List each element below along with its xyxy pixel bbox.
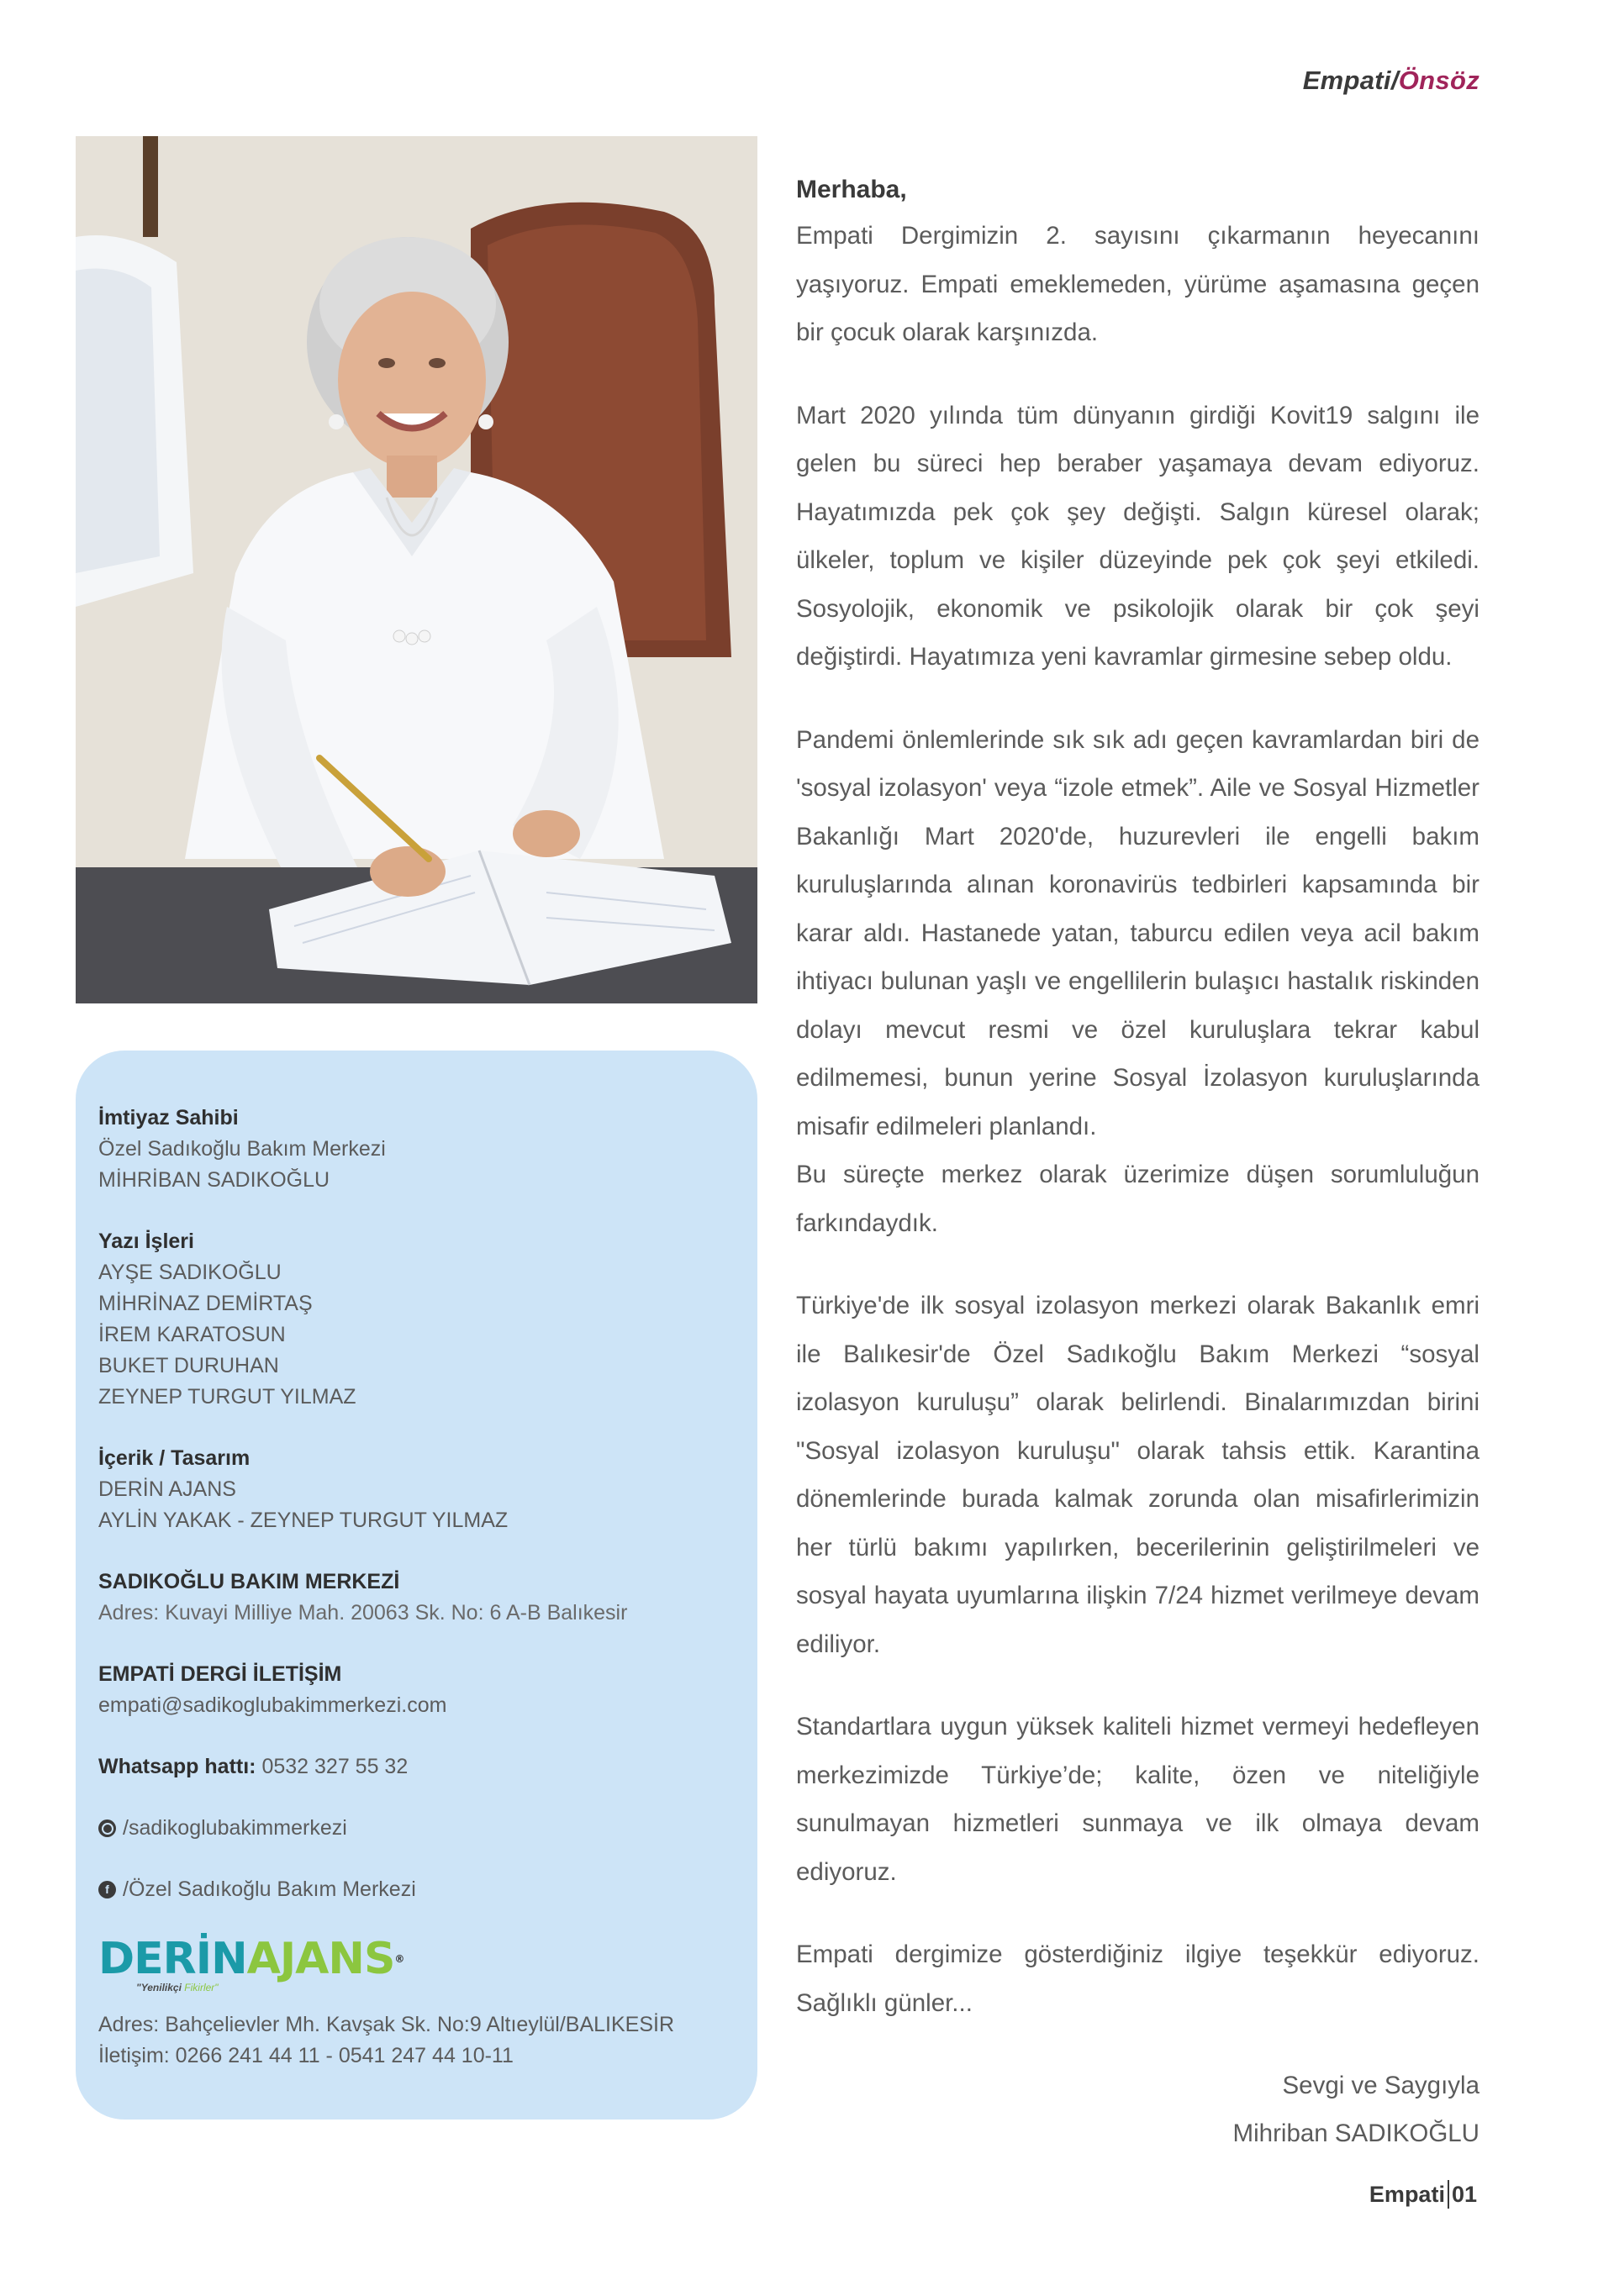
- letter-paragraph: Mart 2020 yılında tüm dünyanın girdiği Kovit19 salgını ile gelen bu süreci hep beraber yaşamaya devam ediyoruz. Hayatımızda pek çok şey değişti. Salgın küresel olarak; ülkeler, toplum ve kişiler düzeyinde pek çok şeyi etkiledi. Sosyolojik, ekonomik ve psikolojik olarak bir çok şeyi değiştirdi. Hayatımıza yeni kavramlar girmesine sebep oldu.: [796, 401, 1480, 671]
- instagram-line[interactable]: [98, 1813, 757, 1844]
- owner-line: Özel Sadıkoğlu Bakım Merkezi: [98, 1137, 386, 1161]
- editorial-line: ZEYNEP TURGUT YILMAZ: [98, 1385, 356, 1409]
- contact-group: [98, 1659, 757, 1721]
- foreword-letter: [796, 168, 1480, 2157]
- center-group: [98, 1567, 757, 1629]
- letter-greeting: Merhaba,: [796, 176, 907, 203]
- owner-group: [98, 1103, 757, 1196]
- header-separator: /: [1390, 66, 1399, 95]
- letter-signature: Mihriban SADIKOĞLU: [1232, 2120, 1480, 2147]
- imprint-box: [76, 1051, 757, 2120]
- letter-paragraph: Türkiye'de ilk sosyal izolasyon merkezi olarak Bakanlık emri ile Balıkesir'de Özel Sadıkoğlu Bakım Merkezi “sosyal izolasyon kuruluşu” olarak belirlendi. Binalarımızdan birini "Sosyal izolasyon kuruluşu" olarak tahsis ettik. Karantina dönemlerinde burada kalmak zorunda olan misafirlerimizin her türlü bakımı yapılırken, becerilerinin geliştirilmeleri ve sosyal hayata uyumlarına ilişkin 7/24 hizmet verilmeye devam ediliyor.: [796, 1292, 1480, 1658]
- portrait-photo: [76, 136, 757, 1003]
- header-subsection: Önsöz: [1398, 66, 1480, 95]
- letter-paragraph: Standartlara uygun yüksek kaliteli hizmet vermeyi hedefleyen merkezimizde Türkiye’de; kalite, özen ve niteliğiyle sunulmayan hizmetleri sunmaya ve ilk olmaya devam ediyoruz.: [796, 1713, 1480, 1886]
- owner-title: İmtiyaz Sahibi: [98, 1106, 239, 1130]
- footer-magazine: Empati: [1369, 2181, 1445, 2207]
- whatsapp-number[interactable]: 0532 327 55 32: [261, 1755, 409, 1778]
- contact-email[interactable]: empati@sadikoglubakimmerkezi.com: [98, 1693, 447, 1717]
- editorial-line: MİHRİNAZ DEMİRTAŞ: [98, 1292, 313, 1315]
- editorial-title: Yazı İşleri: [98, 1230, 194, 1253]
- letter-closing: Sevgi ve Saygıyla: [1282, 2072, 1480, 2099]
- design-group: [98, 1443, 757, 1536]
- letter-paragraph: Bu süreçte merkez olarak üzerimize düşen sorumluluğun farkındaydık.: [796, 1161, 1480, 1237]
- design-line: DERİN AJANS: [98, 1477, 236, 1501]
- design-line: AYLİN YAKAK - ZEYNEP TURGUT YILMAZ: [98, 1509, 509, 1532]
- design-title: İçerik / Tasarım: [98, 1446, 251, 1470]
- agency-contact: [98, 2009, 757, 2072]
- instagram-icon: [98, 1819, 116, 1837]
- agency-address: Adres: Bahçelievler Mh. Kavşak Sk. No:9 Altıeylül/BALIKESİR: [98, 2013, 675, 2036]
- contact-title: EMPATİ DERGİ İLETİŞİM: [98, 1662, 342, 1686]
- editorial-group: [98, 1226, 757, 1413]
- logo-ajans: AJANS: [246, 1934, 395, 1984]
- portrait-illustration: [76, 136, 757, 1003]
- page-footer: [1369, 2180, 1477, 2209]
- center-address: Adres: Kuvayi Milliye Mah. 20063 Sk. No: 6 A-B Balıkesir: [98, 1601, 628, 1625]
- editorial-line: AYŞE SADIKOĞLU: [98, 1261, 282, 1284]
- logo-derin: DERİN: [98, 1934, 247, 1984]
- logo-tagline: [136, 1982, 219, 1993]
- letter-signature-block: [796, 2062, 1480, 2157]
- registered-icon: ®: [394, 1953, 404, 1965]
- letter-paragraph: Empati dergimize gösterdiğiniz ilgiye teşekkür ediyoruz. Sağlıklı günler...: [796, 1941, 1480, 2017]
- facebook-line[interactable]: [98, 1874, 757, 1905]
- derin-ajans-logo: [98, 1934, 404, 1994]
- letter-paragraph: Pandemi önlemlerinde sık sık adı geçen kavramlardan biri de 'sosyal izolasyon' veya “izole etmek”. Aile ve Sosyal Hizmetler Bakanlığı Mart 2020'de, huzurevleri ile engelli bakım kuruluşlarında alınan koronavirüs tedbirleri kapsamında bir karar aldı. Hastanede yatan, taburcu edilen veya acil bakım ihtiyacı bulunan yaşlı ve engellilerin bulaşıcı hastalık riskinden dolayı mevcut resmi ve özel kuruluşlara tekrar kabul edilmemesi, bunun yerine Sosyal İzolasyon kuruluşlarında misafir edilmeleri planlandı.: [796, 725, 1480, 1140]
- editorial-line: İREM KARATOSUN: [98, 1323, 286, 1346]
- instagram-handle: /sadikoglubakimmerkezi: [123, 1816, 347, 1840]
- logo-tagline-b: Fikirler": [184, 1982, 219, 1993]
- center-title: SADIKOĞLU BAKIM MERKEZİ: [98, 1570, 400, 1593]
- footer-divider: [1448, 2180, 1449, 2209]
- logo-tagline-a: "Yenilikçi: [136, 1982, 182, 1993]
- header-section: Empati: [1302, 66, 1391, 95]
- owner-line: MİHRİBAN SADIKOĞLU: [98, 1168, 330, 1192]
- editorial-line: BUKET DURUHAN: [98, 1354, 279, 1377]
- whatsapp-label: Whatsapp hattı:: [98, 1755, 256, 1778]
- agency-phone: İletişim: 0266 241 44 11 - 0541 247 44 10-11: [98, 2044, 514, 2067]
- letter-paragraph: Empati Dergimizin 2. sayısını çıkarmanın heyecanını yaşıyoruz. Empati emeklemeden, yürüme aşamasına geçen bir çocuk olarak karşınızda.: [796, 222, 1480, 346]
- page-header: [1303, 66, 1480, 96]
- facebook-handle: /Özel Sadıkoğlu Bakım Merkezi: [123, 1877, 416, 1901]
- page-number: 01: [1451, 2181, 1477, 2207]
- whatsapp-line: [98, 1751, 757, 1783]
- facebook-icon: f: [98, 1881, 116, 1898]
